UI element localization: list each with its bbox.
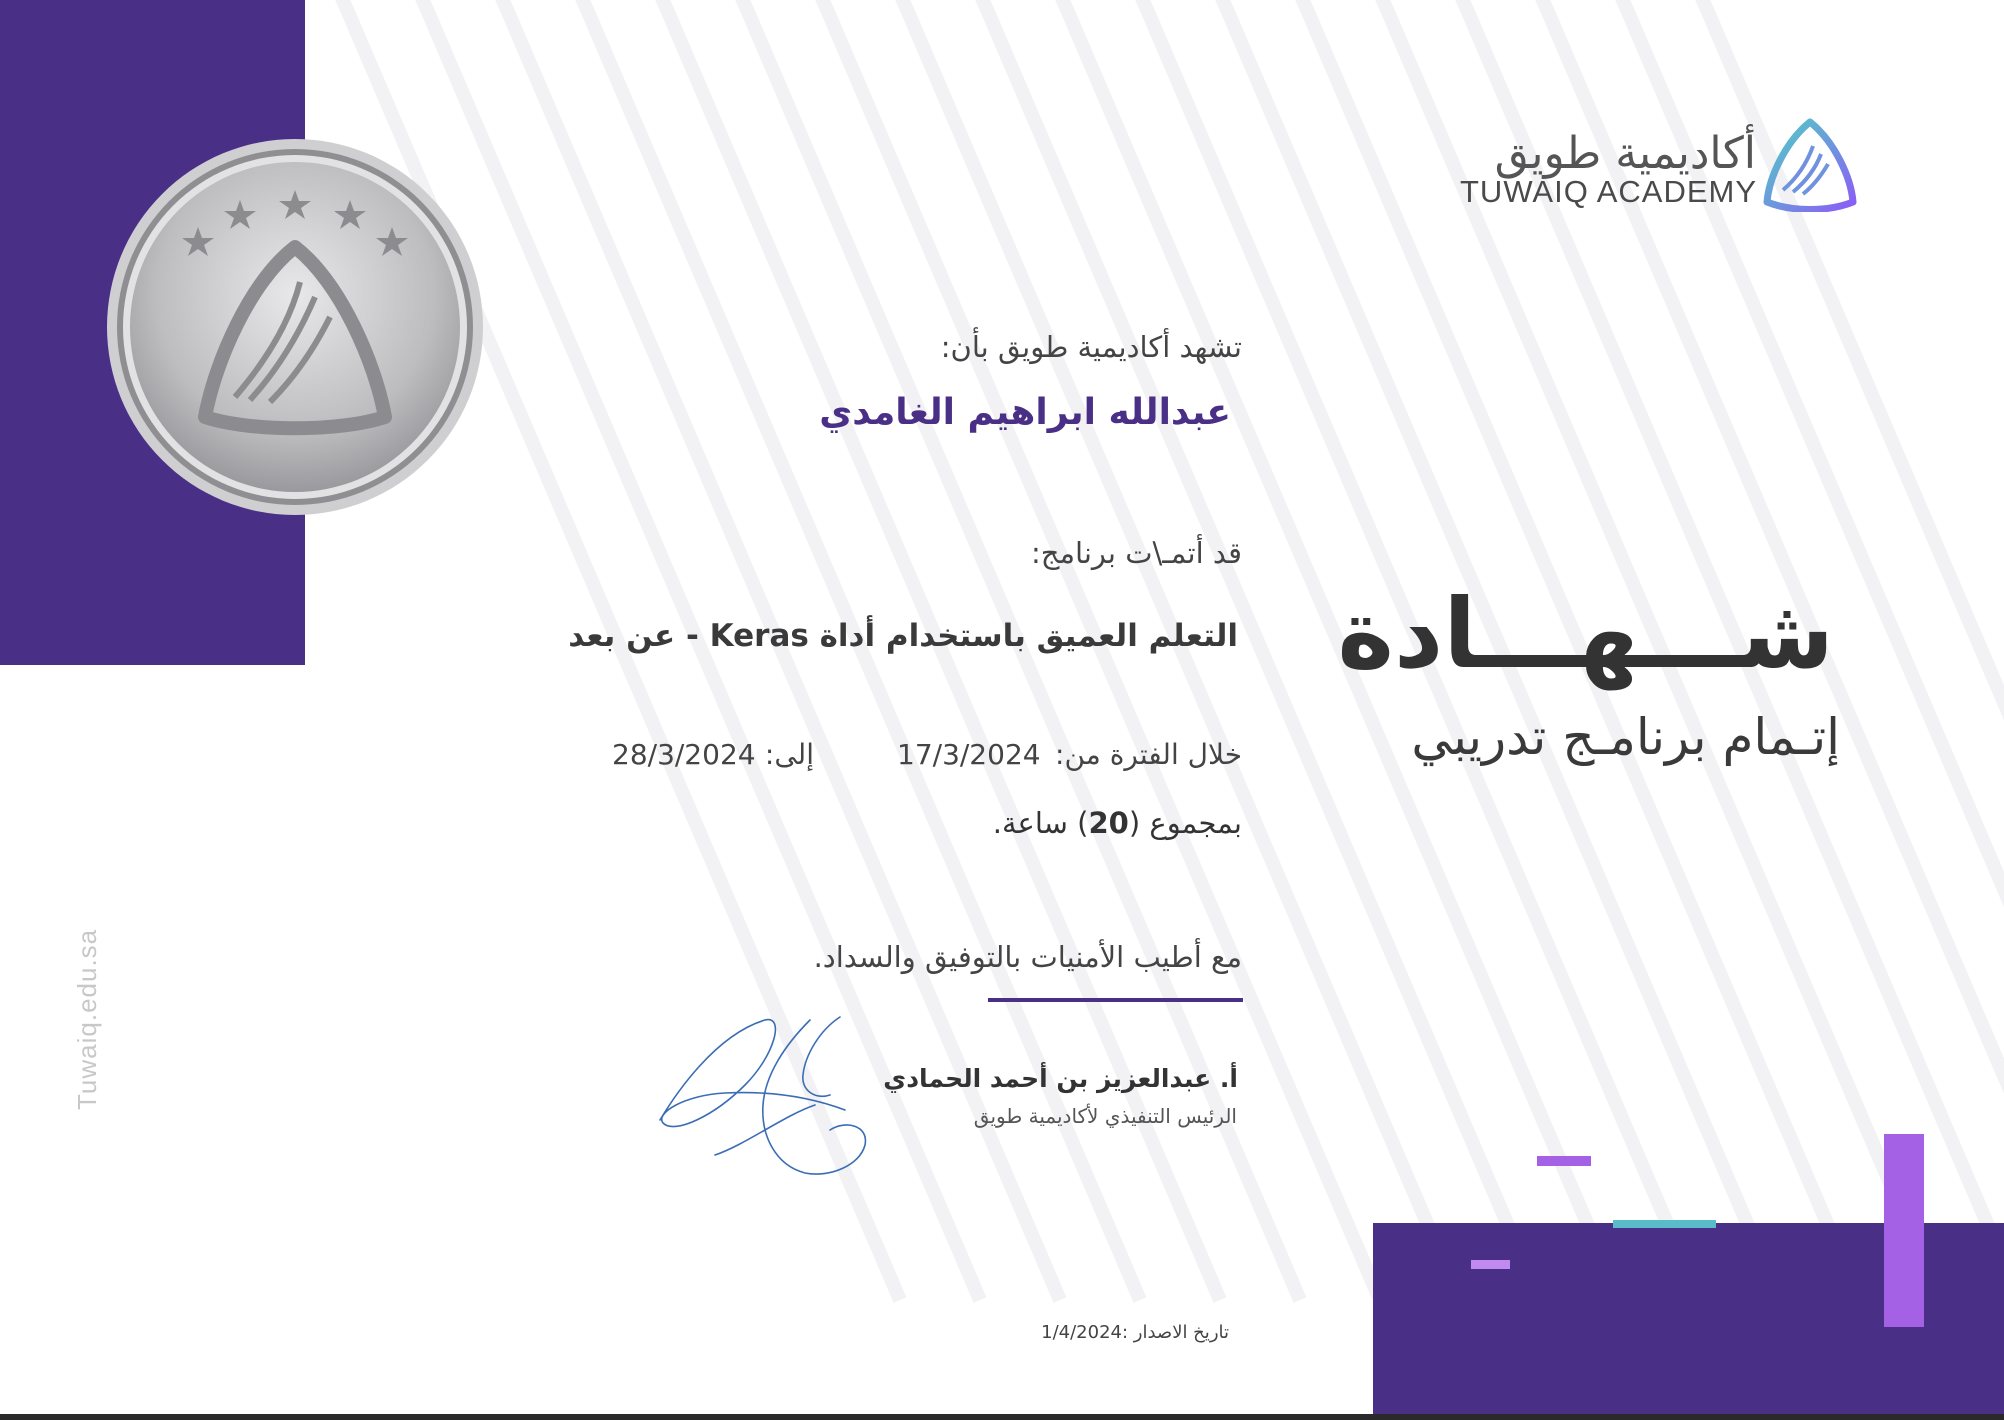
- recipient-name: عبدالله ابراهيم الغامدي: [819, 392, 1231, 433]
- program-name: التعلم العميق باستخدام أداة Keras - عن بعد: [568, 618, 1238, 654]
- intro-text: تشهد أكاديمية طويق بأن:: [940, 330, 1242, 364]
- handwritten-signature: [655, 1015, 875, 1180]
- period-label: خلال الفترة من:: [1055, 738, 1242, 771]
- hours-value: 20: [1088, 806, 1129, 840]
- logo-arabic-text: أكاديمية طويق: [1494, 128, 1756, 179]
- certificate-title: شـــهـــادة: [1337, 578, 1834, 690]
- hours-suffix: ) ساعة.: [992, 806, 1089, 840]
- certificate-subtitle: إتـمام برنامـج تدريبي: [1411, 708, 1840, 766]
- from-date: 17/3/2024: [897, 738, 1041, 771]
- signer-title: الرئيس التنفيذي لأكاديمية طويق: [973, 1104, 1237, 1128]
- bottom-border: [0, 1414, 2004, 1420]
- silver-seal-icon: [100, 132, 490, 522]
- tuwaiq-logo-icon: [1763, 118, 1857, 212]
- decorative-dash: [1537, 1156, 1591, 1166]
- signature-divider: [988, 998, 1243, 1002]
- total-hours: [993, 806, 1242, 840]
- completed-label: قد أتمـ\ت برنامج:: [1031, 536, 1242, 570]
- issue-date: تاريخ الاصدار :1/4/2024: [1041, 1322, 1229, 1343]
- wishes-text: مع أطيب الأمنيات بالتوفيق والسداد.: [813, 940, 1242, 974]
- website-url: Tuwaiq.edu.sa: [72, 928, 102, 1110]
- decorative-dash: [1471, 1260, 1510, 1269]
- logo-english-text: TUWAIQ ACADEMY: [1460, 174, 1758, 209]
- decorative-violet-bar: [1884, 1134, 1924, 1327]
- decorative-teal-dash: [1613, 1220, 1716, 1228]
- signer-name: أ. عبدالعزيز بن أحمد الحمادي: [883, 1064, 1238, 1093]
- hours-prefix: بمجموع (: [1128, 806, 1242, 840]
- to-label: إلى:: [764, 738, 814, 771]
- to-date: 28/3/2024: [612, 738, 756, 771]
